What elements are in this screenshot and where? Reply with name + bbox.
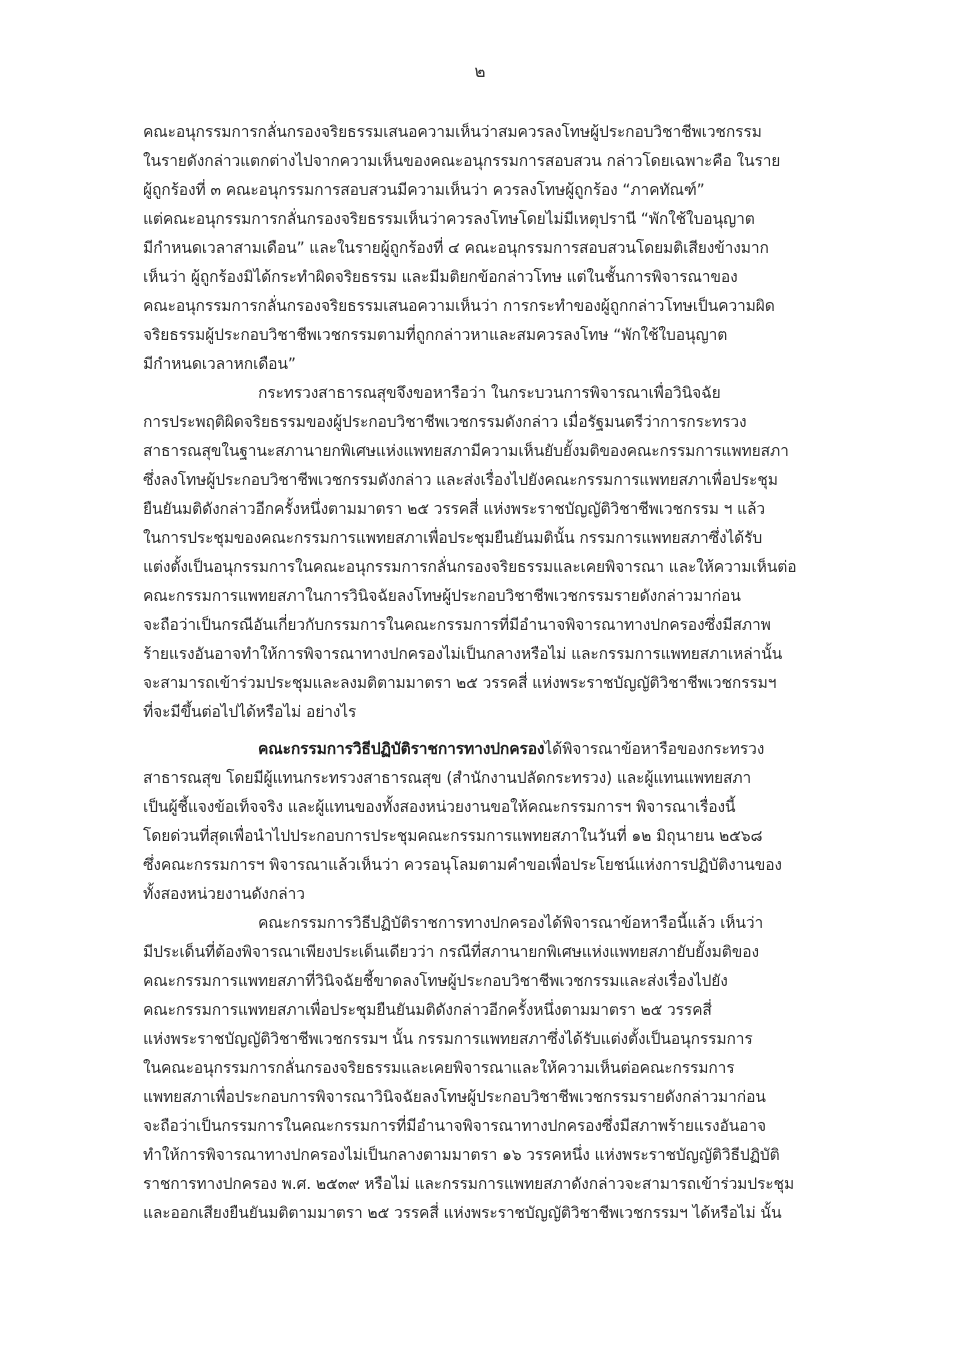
text-line: ในการประชุมของคณะกรรมการแพทยสภาเพื่อประชุมยืนยันมตินั้น กรรมการแพทยสภาซึ่งได้รับ: [143, 529, 763, 547]
text-line: จริยธรรมผู้ประกอบวิชาชีพเวชกรรมตามที่ถูกกล่าวหาและสมควรลงโทษ “พักใช้ใบอนุญาต: [143, 326, 728, 344]
text-line: คณะอนุกรรมการกลั่นกรองจริยธรรมเสนอความเห็นว่าสมควรลงโทษผู้ประกอบวิชาชีพเวชกรรม: [143, 123, 762, 141]
text-line: แต่งตั้งเป็นอนุกรรมการในคณะอนุกรรมการกลั่นกรองจริยธรรมและเคยพิจารณา และให้ความเห็นต่อ: [143, 558, 797, 576]
text-line: สาธารณสุข โดยมีผู้แทนกระทรวงสาธารณสุข (สำนักงานปลัดกระทรวง) และผู้แทนแพทยสภา: [143, 769, 752, 787]
text-line: เห็นว่า ผู้ถูกร้องมิได้กระทำผิดจริยธรรม และมีมติยกข้อกล่าวโทษ แต่ในชั้นการพิจารณาของ: [143, 268, 738, 286]
heading-continuation: ได้พิจารณาข้อหารือของกระทรวง: [544, 740, 765, 758]
text-line: ซึ่งคณะกรรมการฯ พิจารณาแล้วเห็นว่า ควรอนุโลมตามคำขอเพื่อประโยชน์แห่งการปฏิบัติงานของ: [143, 856, 782, 874]
paragraph-first-line: คณะกรรมการวิธีปฏิบัติราชการทางปกครองได้พิจารณาข้อหารือนี้แล้ว เห็นว่า: [258, 914, 764, 932]
text-line: ในรายดังกล่าวแตกต่างไปจากความเห็นของคณะอนุกรรมการสอบสวน กล่าวโดยเฉพาะคือ ในราย: [143, 152, 781, 170]
text-line: มีกำหนดเวลาสามเดือน” และในรายผู้ถูกร้องที่ ๔ คณะอนุกรรมการสอบสวนโดยมติเสียงข้างมาก: [143, 239, 769, 257]
text-line: คณะกรรมการแพทยสภาเพื่อประชุมยืนยันมติดังกล่าวอีกครั้งหนึ่งตามมาตรา ๒๕ วรรคสี่: [143, 1001, 712, 1019]
paragraph-first-line: กระทรวงสาธารณสุขจึงขอหารือว่า ในกระบวนการพิจารณาเพื่อวินิจฉัย: [258, 384, 721, 402]
text-line: คณะอนุกรรมการกลั่นกรองจริยธรรมเสนอความเห็นว่า การกระทำของผู้ถูกกล่าวโทษเป็นความผิด: [143, 297, 775, 315]
text-line: คณะกรรมการแพทยสภาในการวินิจฉัยลงโทษผู้ประกอบวิชาชีพเวชกรรมรายดังกล่าวมาก่อน: [143, 587, 741, 605]
page-number: ๒: [474, 62, 486, 82]
section-1: [143, 118, 819, 727]
text-line: ในคณะอนุกรรมการกลั่นกรองจริยธรรมและเคยพิจารณาและให้ความเห็นต่อคณะกรรมการ: [143, 1059, 735, 1077]
text-line: เป็นผู้ชี้แจงข้อเท็จจริง และผู้แทนของทั้งสองหน่วยงานขอให้คณะกรรมการฯ พิจารณาเรื่องนี้: [143, 798, 736, 816]
text-line: แห่งพระราชบัญญัติวิชาชีพเวชกรรมฯ นั้น กรรมการแพทยสภาซึ่งได้รับแต่งตั้งเป็นอนุกรรมการ: [143, 1030, 753, 1048]
text-line: ที่จะมีขึ้นต่อไปได้หรือไม่ อย่างไร: [143, 703, 357, 721]
section-heading-line: [143, 735, 819, 764]
text-line: จะสามารถเข้าร่วมประชุมและลงมติตามมาตรา ๒๕ วรรคสี่ แห่งพระราชบัญญัติวิชาชีพเวชกรรมฯ: [143, 674, 777, 692]
text-line: ผู้ถูกร้องที่ ๓ คณะอนุกรรมการสอบสวนมีความเห็นว่า ควรลงโทษผู้ถูกร้อง “ภาคทัณฑ์”: [143, 181, 705, 199]
text-line: จะถือว่าเป็นกรณีอันเกี่ยวกับกรรมการในคณะกรรมการที่มีอำนาจพิจารณาทางปกครองซึ่งมีสภาพ: [143, 616, 771, 634]
text-line: ร้ายแรงอันอาจทำให้การพิจารณาทางปกครองไม่เป็นกลางหรือไม่ และกรรมการแพทยสภาเหล่านั้น: [143, 645, 783, 663]
text-line: การประพฤติผิดจริยธรรมของผู้ประกอบวิชาชีพเวชกรรมดังกล่าว เมื่อรัฐมนตรีว่าการกระทรวง: [143, 413, 747, 431]
text-line: โดยด่วนที่สุดเพื่อนำไปประกอบการประชุมคณะกรรมการแพทยสภาในวันที่ ๑๒ มิถุนายน ๒๕๖๘: [143, 827, 763, 845]
text-line: จะถือว่าเป็นกรรมการในคณะกรรมการที่มีอำนาจพิจารณาทางปกครองซึ่งมีสภาพร้ายแรงอันอาจ: [143, 1117, 766, 1135]
text-line: ซึ่งลงโทษผู้ประกอบวิชาชีพเวชกรรมดังกล่าว และส่งเรื่องไปยังคณะกรรมการแพทยสภาเพื่อประชุม: [143, 471, 778, 489]
text-line: มีประเด็นที่ต้องพิจารณาเพียงประเด็นเดียวว่า กรณีที่สภานายกพิเศษแห่งแพทยสภายับยั้งมติของ: [143, 943, 759, 961]
text-line: ราชการทางปกครอง พ.ศ. ๒๕๓๙ หรือไม่ และกรรมการแพทยสภาดังกล่าวจะสามารถเข้าร่วมประชุม: [143, 1175, 795, 1193]
text-line: ทำให้การพิจารณาทางปกครองไม่เป็นกลางตามมาตรา ๑๖ วรรคหนึ่ง แห่งพระราชบัญญัติวิธีปฏิบัติ: [143, 1146, 780, 1164]
text-line: มีกำหนดเวลาหกเดือน”: [143, 355, 296, 373]
text-line: แต่คณะอนุกรรมการกลั่นกรองจริยธรรมเห็นว่าควรลงโทษโดยไม่มีเหตุปรานี “พักใช้ใบอนุญาต: [143, 210, 755, 228]
text-line: สาธารณสุขในฐานะสภานายกพิเศษแห่งแพทยสภามีความเห็นยับยั้งมติของคณะกรรมการแพทยสภา: [143, 442, 789, 460]
section-2: [143, 735, 819, 1228]
committee-name-bold: คณะกรรมการวิธีปฏิบัติราชการทางปกครอง: [258, 740, 545, 758]
text-line: แพทยสภาเพื่อประกอบการพิจารณาวินิจฉัยลงโทษผู้ประกอบวิชาชีพเวชกรรมรายดังกล่าวมาก่อน: [143, 1088, 766, 1106]
text-line: ทั้งสองหน่วยงานดังกล่าว: [143, 885, 305, 903]
text-line: ยืนยันมติดังกล่าวอีกครั้งหนึ่งตามมาตรา ๒๕ วรรคสี่ แห่งพระราชบัญญัติวิชาชีพเวชกรรม ฯ แล้ว: [143, 500, 765, 518]
text-line: และออกเสียงยืนยันมติตามมาตรา ๒๕ วรรคสี่ แห่งพระราชบัญญัติวิชาชีพเวชกรรมฯ ได้หรือไม่ นั้น: [143, 1204, 782, 1222]
text-line: คณะกรรมการแพทยสภาที่วินิจฉัยชี้ขาดลงโทษผู้ประกอบวิชาชีพเวชกรรมและส่งเรื่องไปยัง: [143, 972, 728, 990]
